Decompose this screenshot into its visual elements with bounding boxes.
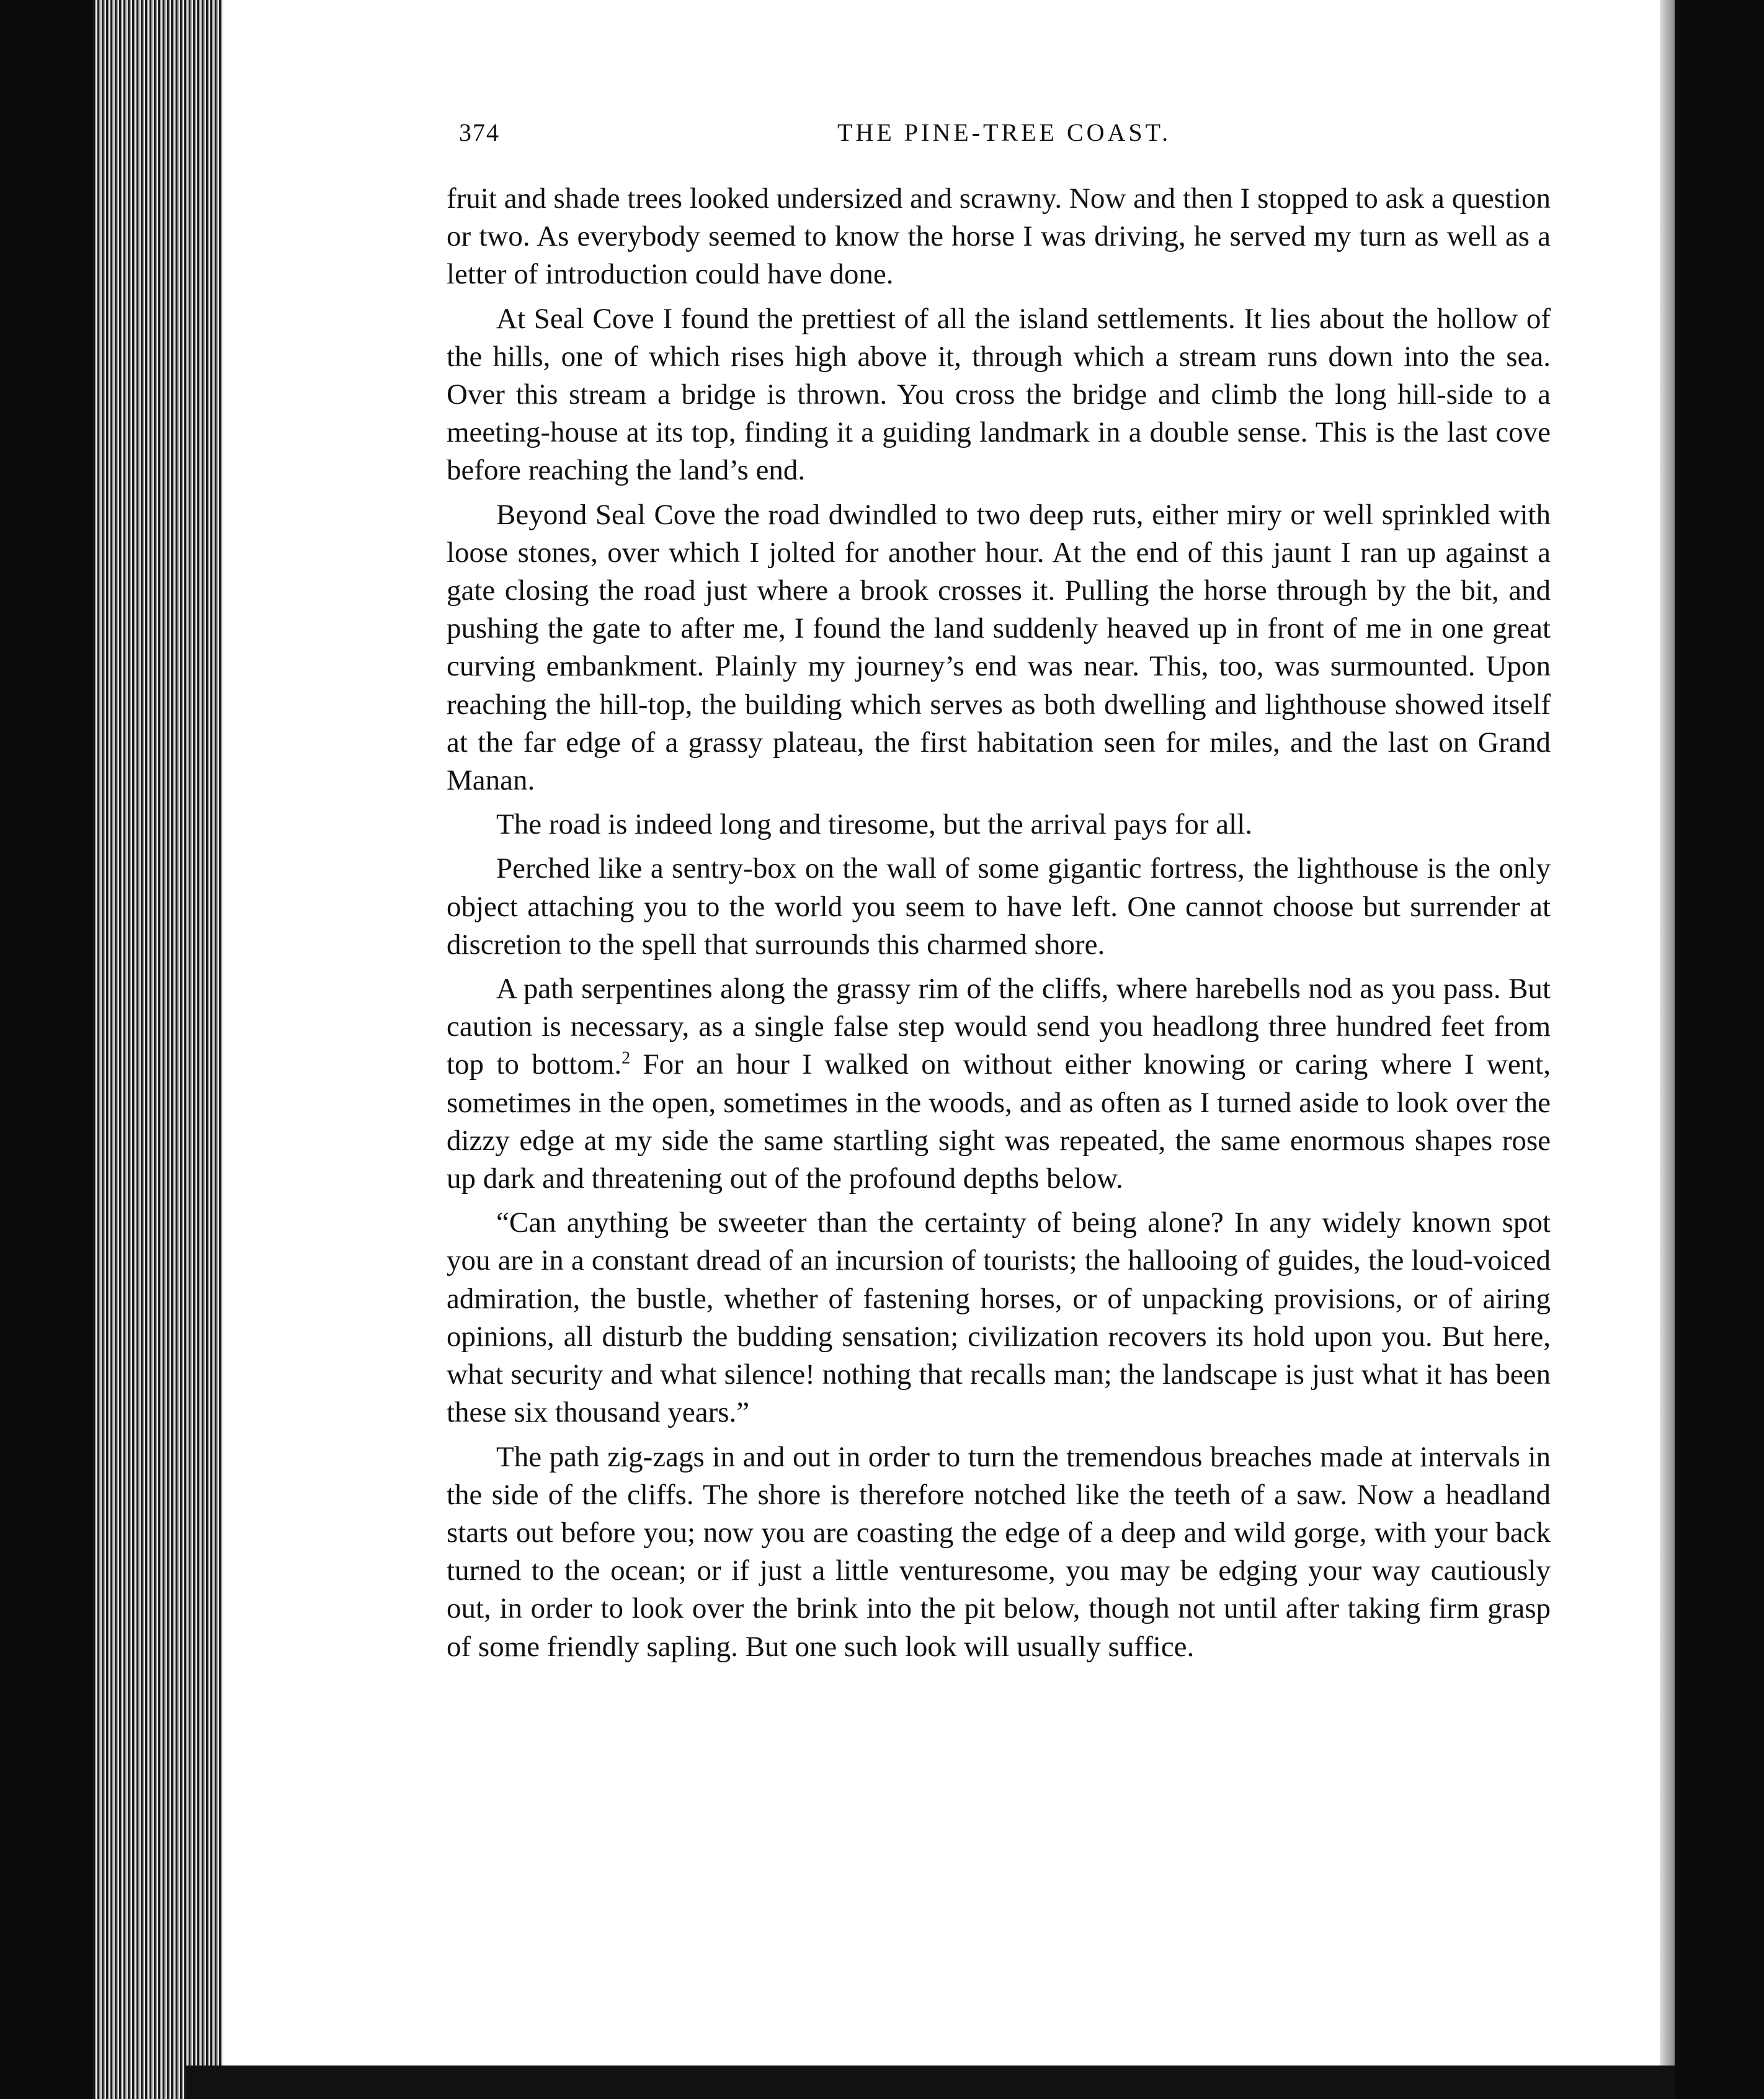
running-title: THE PINE-TREE COAST. bbox=[837, 118, 1172, 146]
scan-border-right bbox=[1675, 0, 1764, 2099]
scan-border-left bbox=[0, 0, 93, 2099]
footnote-marker: 2 bbox=[621, 1048, 631, 1068]
page-gutter-right bbox=[1660, 0, 1675, 2099]
scan-border-bottom bbox=[186, 2066, 1675, 2099]
paragraph: “Can anything be sweeter than the certainty of being alone? In any widely known spot you are in a constant dread of an incursion of tourists; the hallooing of guides, the loud-voiced admiration, the bustle, whether of fastening horses, or of unpacking provisions, or of airing opinions, all disturb the budding sensation; civilization recovers its hold upon you. But here, what security and what silence! nothing that recalls man; the landscape is just what it has been these six thousand years.” bbox=[447, 1206, 1551, 1429]
paragraph: The path zig-zags in and out in order to turn the tremendous breaches made at intervals in the side of the cliffs. The shore is therefore notched like the teeth of a saw. Now a headland starts out before you; now you are coasting the edge of a deep and wild gorge, with your back turned to the ocean; or if just a little venturesome, you may be edging your way cautiously out, in order to look over the brink into the pit below, though not until after taking firm grasp of some friendly sapling. But one such look will usually suffice. bbox=[447, 1440, 1551, 1663]
paragraph: A path serpentines along the grassy rim of the cliffs, where harebells nod as you pass. But caution is necessary, as a single false step would send you headlong three hundred feet from top to bottom.$^2$ For an hour I walked on without either knowing or caring where I went, sometimes in the open, sometimes in the woods, and as often as I turned aside to look over the dizzy edge at my side the same startling sight was repeated, the same enormous shapes rose up dark and threatening out of the profound depths below. bbox=[447, 973, 1551, 1195]
paragraph: The road is indeed long and tiresome, but the arrival pays for all. bbox=[496, 808, 1253, 841]
paragraph: Perched like a sentry-box on the wall of some gigantic fortress, the lighthouse is the only object attaching you to the world you seem to have left. One cannot choose but surrender at discretion to the spell that surrounds this charmed shore. bbox=[447, 852, 1551, 961]
body-text bbox=[447, 180, 1551, 1672]
paragraph: At Seal Cove I found the prettiest of all the island settlements. It lies about the hollow of the hills, one of which rises high above it, through which a stream runs down into the sea. Over this stream a bridge is thrown. You cross the bridge and climb the long hill-side to a meeting-house at its top, finding it a guiding landmark in a double sense. This is the last cove before reaching the land’s end. bbox=[447, 302, 1551, 487]
page-number: 374 bbox=[459, 118, 500, 146]
paragraph: fruit and shade trees looked undersized and scrawny. Now and then I stopped to ask a question or two. As everybody seemed to know the horse I was driving, he served my turn as well as a letter of introduction could have done. bbox=[447, 182, 1551, 291]
paragraph: Beyond Seal Cove the road dwindled to two deep ruts, either miry or well sprinkled with loose stones, over which I jolted for another hour. At the end of this jaunt I ran up against a gate closing the road just where a brook crosses it. Pulling the horse through by the bit, and pushing the gate to after me, I found the land suddenly heaved up in front of me in one great curving embankment. Plainly my journey’s end was near. This, too, was surmounted. Upon reaching the hill-top, the building which serves as both dwelling and lighthouse showed itself at the far edge of a grassy plateau, the first habitation seen for miles, and the last on Grand Manan. bbox=[447, 498, 1551, 797]
running-head bbox=[459, 118, 1551, 155]
book-page-edges bbox=[93, 0, 223, 2099]
